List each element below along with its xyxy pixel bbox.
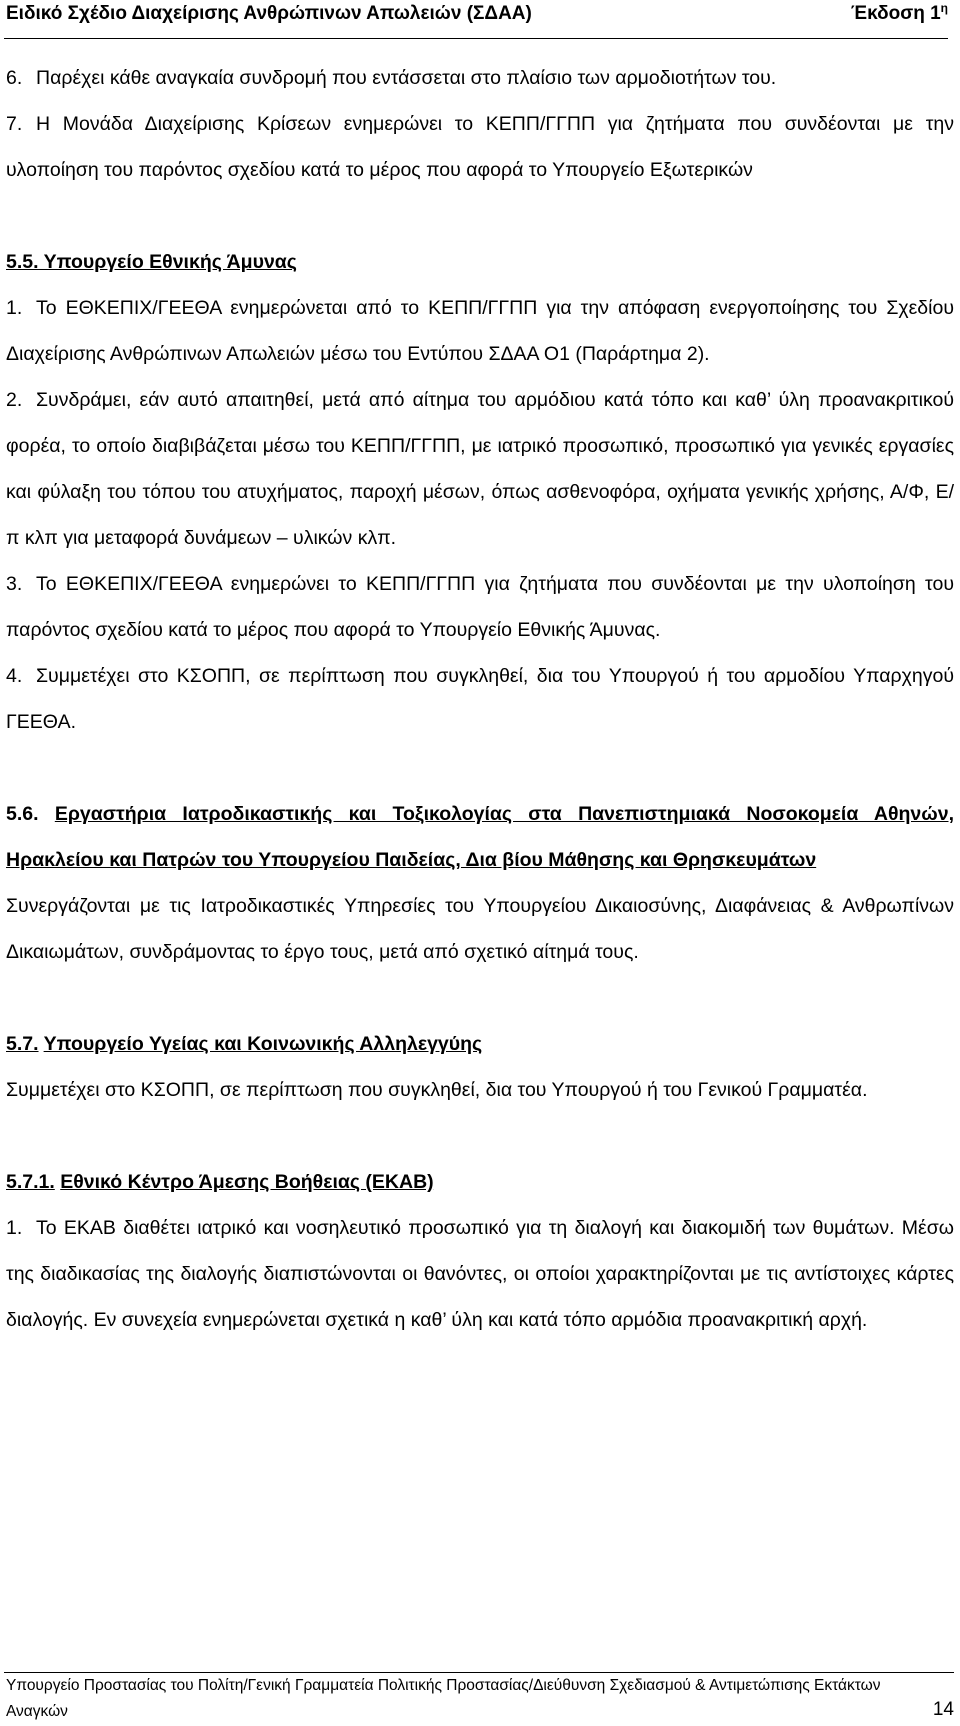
section-heading: 5.5. Υπουργείο Εθνικής Άμυνας (6, 251, 297, 273)
page-number: 14 (932, 1699, 954, 1720)
list-item (6, 101, 954, 193)
section-heading (6, 791, 954, 883)
list-item (6, 377, 954, 561)
heading-number: 5.7. (6, 1033, 39, 1055)
section-heading (6, 1021, 954, 1067)
list-item (6, 285, 954, 377)
footer-rule (4, 1672, 954, 1673)
heading-text: Εργαστήρια Ιατροδικαστικής και Τοξικολογίας στα Πανεπιστημιακά Νοσοκομεία Αθηνών, Ηρακλείου και Πατρών του Υπουργείου Παιδείας, Δια βίου Μάθησης και Θρησκευμάτων (6, 803, 954, 871)
item-text: Το ΕΘΚΕΠΙΧ/ΓΕΕΘΑ ενημερώνει το ΚΕΠΠ/ΓΓΠΠ για ζητήματα που συνδέονται με την υλοποίηση του παρόντος σχεδίου κατά το μέρος που αφορά το Υπουργείο Εθνικής Άμυνας. (6, 573, 954, 641)
item-number: 4. (6, 665, 23, 687)
footer-organization-cont: Αναγκών (6, 1703, 68, 1720)
heading-text: Εθνικό Κέντρο Άμεσης Βοήθειας (ΕΚΑΒ) (60, 1171, 434, 1193)
item-number: 2. (6, 389, 23, 411)
page-footer (6, 1676, 954, 1722)
page-header (0, 0, 948, 48)
item-text: Παρέχει κάθε αναγκαία συνδρομή που εντάσσεται στο πλαίσιο των αρμοδιοτήτων του. (36, 67, 777, 89)
footer-organization: Υπουργείο Προστασίας του Πολίτη/Γενική Γραμματεία Πολιτικής Προστασίας/Διεύθυνση Σχεδιασμού & Αντιμετώπισης Εκτάκτων (6, 1677, 881, 1694)
header-title: Ειδικό Σχέδιο Διαχείρισης Ανθρώπινων Απωλειών (ΣΔΑΑ) (6, 3, 532, 24)
item-number: 3. (6, 573, 23, 595)
heading-number: 5.7.1. (6, 1171, 55, 1193)
list-item (6, 561, 954, 653)
item-number: 6. (6, 67, 23, 89)
header-edition (851, 0, 948, 28)
edition-label: Έκδοση 1 (850, 3, 941, 24)
section-paragraph: Συνεργάζονται με τις Ιατροδικαστικές Υπηρεσίες του Υπουργείου Δικαιοσύνης, Διαφάνειας & Ανθρωπίνων Δικαιωμάτων, συνδράμοντας το έργο τους, μετά από σχετικό αίτημά τους. (6, 895, 954, 963)
item-text: Συμμετέχει στο ΚΣΟΠΠ, σε περίπτωση που συγκληθεί, δια του Υπουργού ή του αρμοδίου Υπαρχηγού ΓΕΕΘΑ. (6, 665, 954, 733)
item-text: Το ΕΚΑΒ διαθέτει ιατρικό και νοσηλευτικό προσωπικό για τη διαλογή και διακομιδή των θυμάτων. Μέσω της διαδικασίας της διαλογής διαπιστώνονται οι θανόντες, οι οποίοι χαρακτηρίζονται με τις αντίστοιχες κάρτες διαλογής. Εν συνεχεία ενημερώνεται σχετικά η καθ’ ύλη και κατά τόπο αρμόδια προανακριτική αρχή. (6, 1217, 954, 1331)
heading-text: Υπουργείο Υγείας και Κοινωνικής Αλληλεγγύης (43, 1033, 483, 1055)
header-rule (4, 38, 948, 39)
item-number: 1. (6, 1217, 23, 1239)
list-item (6, 1205, 954, 1343)
section-paragraph: Συμμετέχει στο ΚΣΟΠΠ, σε περίπτωση που συγκληθεί, δια του Υπουργού ή του Γενικού Γραμματέα. (6, 1079, 868, 1101)
list-item (6, 653, 954, 745)
edition-superscript: η (940, 1, 948, 15)
item-number: 1. (6, 297, 23, 319)
heading-number: 5.6. (6, 803, 39, 825)
list-item (6, 55, 954, 101)
item-text: Συνδράμει, εάν αυτό απαιτηθεί, μετά από αίτημα του αρμόδιου κατά τόπο και καθ’ ύλη προανακριτικού φορέα, το οποίο διαβιβάζεται μέσω του ΚΕΠΠ/ΓΓΠΠ, με ιατρικό προσωπικό, προσωπικό για γενικές εργασίες και φύλαξη του τόπου του ατυχήματος, παροχή μέσων, όπως ασθενοφόρα, οχήματα γενικής χρήσης, Α/Φ, Ε/π κλπ για μεταφορά δυνάμεων – υλικών κλπ. (6, 389, 954, 549)
subsection-heading (6, 1159, 954, 1205)
item-text: Το ΕΘΚΕΠΙΧ/ΓΕΕΘΑ ενημερώνεται από το ΚΕΠΠ/ΓΓΠΠ για την απόφαση ενεργοποίησης του Σχεδίου Διαχείρισης Ανθρώπινων Απωλειών μέσω του Εντύπου ΣΔΑΑ Ο1 (Παράρτημα 2). (6, 297, 954, 365)
item-number: 7. (6, 113, 23, 135)
document-body (6, 55, 954, 1343)
item-text: Η Μονάδα Διαχείρισης Κρίσεων ενημερώνει το ΚΕΠΠ/ΓΓΠΠ για ζητήματα που συνδέονται με την υλοποίηση του παρόντος σχεδίου κατά το μέρος που αφορά το Υπουργείο Εξωτερικών (6, 113, 954, 181)
